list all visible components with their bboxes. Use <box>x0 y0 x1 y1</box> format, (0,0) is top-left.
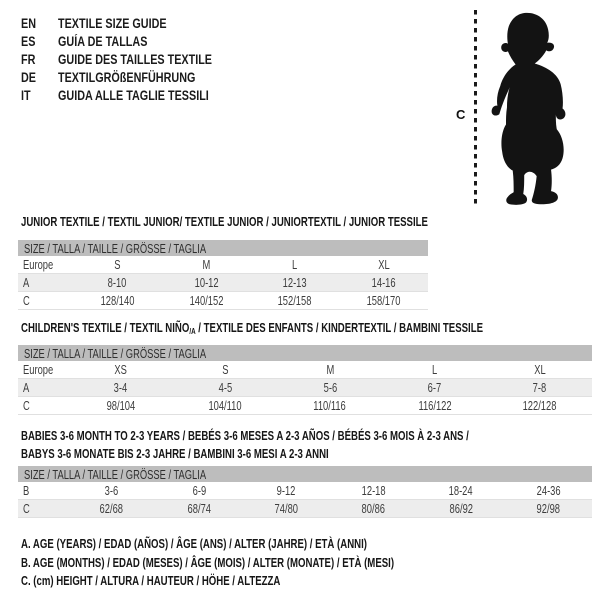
table-cell: 92/98 <box>536 501 561 516</box>
language-code: IT <box>21 87 31 103</box>
row-label: Europe <box>23 257 54 272</box>
table-cell: 6-9 <box>192 483 206 498</box>
size-header-bar <box>18 345 592 361</box>
size-header-label: SIZE / TALLA / TAILLE / GRÖSSE / TAGLIA <box>24 345 207 361</box>
table-row <box>18 397 592 415</box>
language-code: ES <box>21 33 36 49</box>
table-cell: 110/116 <box>313 398 347 413</box>
table-cell: L <box>432 362 438 377</box>
language-code: EN <box>21 15 37 31</box>
size-header-label: SIZE / TALLA / TAILLE / GRÖSSE / TAGLIA <box>24 240 207 256</box>
row-label: C <box>23 501 30 516</box>
row-label: Europe <box>23 362 54 377</box>
table-cell: 116/122 <box>418 398 452 413</box>
table-cell: 12-13 <box>282 275 307 290</box>
language-title: GUIDA ALLE TAGLIE TESSILI <box>58 87 209 103</box>
table-cell: 8-10 <box>108 275 127 290</box>
language-row-it <box>21 86 251 104</box>
table-cell: 86/92 <box>449 501 473 516</box>
table-cell: 18-24 <box>449 483 473 498</box>
table-cell: 7-8 <box>532 380 547 395</box>
babies-section-title: BABIES 3-6 MONTH TO 2-3 YEARS / BEBÉS 3-6 MESES A 2-3 AÑOS / BÉBÉS 3-6 MOIS À 2-3 ANS / BABYS 3-6 MONATE BIS 2-3 JAHRE / BAMBINI 3-6 MESI A 2-3 ANNI <box>21 428 469 461</box>
table-cell: 98/104 <box>106 398 135 413</box>
row-label: C <box>23 293 30 308</box>
table-row <box>18 500 592 518</box>
language-row-en <box>21 14 251 32</box>
height-measure-dashed-line <box>474 10 477 208</box>
babies-size-table <box>18 466 592 518</box>
table-cell: 68/74 <box>187 501 211 516</box>
table-cell: S <box>222 362 229 377</box>
row-label: C <box>23 398 30 413</box>
title-subscript: /A <box>189 326 196 336</box>
table-cell: 24-36 <box>536 483 561 498</box>
language-title: GUIDE DES TAILLES TEXTILE <box>58 51 213 67</box>
language-row-de <box>21 68 251 86</box>
table-cell: XL <box>533 362 546 377</box>
children-section-title: CHILDREN'S TEXTILE / TEXTIL $NIÑO_{/A}$ / TEXTILE DES ENFANTS / KINDERTEXTIL / BAMBINI TESSILE <box>21 320 484 336</box>
table-row <box>18 292 428 310</box>
table-cell: XL <box>377 257 390 272</box>
table-cell: 158/170 <box>366 293 401 308</box>
language-code: DE <box>21 69 37 85</box>
table-cell: 122/128 <box>522 398 557 413</box>
table-cell: L <box>292 257 298 272</box>
legend-line-c: C. (cm) HEIGHT / ALTURA / HAUTEUR / HÖHE / ALTEZZA <box>21 573 281 588</box>
table-cell: 62/68 <box>99 501 124 516</box>
legend-line-a: A. AGE (YEARS) / EDAD (AÑOS) / ÂGE (ANS) / ALTER (JAHRE) / ETÀ (ANNI) <box>21 536 367 551</box>
table-cell: 9-12 <box>276 483 296 498</box>
table-cell: 3-6 <box>104 483 119 498</box>
table-row <box>18 482 592 500</box>
table-cell: 140/152 <box>189 293 224 308</box>
table-cell: S <box>114 257 121 272</box>
junior-section-title: JUNIOR TEXTILE / TEXTIL JUNIOR/ TEXTILE JUNIOR / JUNIORTEXTIL / JUNIOR TESSILE <box>21 214 428 229</box>
size-header-label: SIZE / TALLA / TAILLE / GRÖSSE / TAGLIA <box>24 466 207 482</box>
size-header-bar <box>18 466 592 482</box>
table-cell: M <box>202 257 211 272</box>
language-row-es <box>21 32 251 50</box>
children-size-table <box>18 345 592 415</box>
table-cell: 104/110 <box>208 398 242 413</box>
table-row <box>18 256 428 274</box>
junior-size-table <box>18 240 428 310</box>
language-title: GUÍA DE TALLAS <box>58 33 148 49</box>
height-measure-label: C <box>456 107 466 122</box>
row-label: B <box>23 483 30 498</box>
row-label: A <box>23 380 30 395</box>
language-title: TEXTILE SIZE GUIDE <box>58 15 167 31</box>
table-cell: 6-7 <box>428 380 442 395</box>
table-cell: 14-16 <box>371 275 396 290</box>
table-cell: 10-12 <box>194 275 219 290</box>
language-row-fr <box>21 50 251 68</box>
row-label: A <box>23 275 30 290</box>
table-row <box>18 379 592 397</box>
size-header-bar <box>18 240 428 256</box>
table-row <box>18 274 428 292</box>
table-cell: 12-18 <box>361 483 386 498</box>
language-title: TEXTILGRÖßENFÜHRUNG <box>58 69 196 85</box>
table-cell: 128/140 <box>100 293 135 308</box>
table-cell: M <box>326 362 334 377</box>
legend-line-b: B. AGE (MONTHS) / EDAD (MESES) / ÂGE (MOIS) / ALTER (MONATE) / ETÀ (MESI) <box>21 554 395 570</box>
table-cell: 4-5 <box>218 380 232 395</box>
language-list <box>21 14 251 104</box>
table-row <box>18 361 592 379</box>
table-cell: 3-4 <box>113 380 128 395</box>
toddler-silhouette-icon <box>483 10 575 209</box>
table-cell: 152/158 <box>277 293 312 308</box>
table-cell: 5-6 <box>323 380 337 395</box>
table-cell: 74/80 <box>274 501 299 516</box>
language-code: FR <box>21 51 36 67</box>
table-cell: XS <box>114 362 127 377</box>
measurement-legend <box>21 535 394 591</box>
table-cell: 80/86 <box>361 501 386 516</box>
